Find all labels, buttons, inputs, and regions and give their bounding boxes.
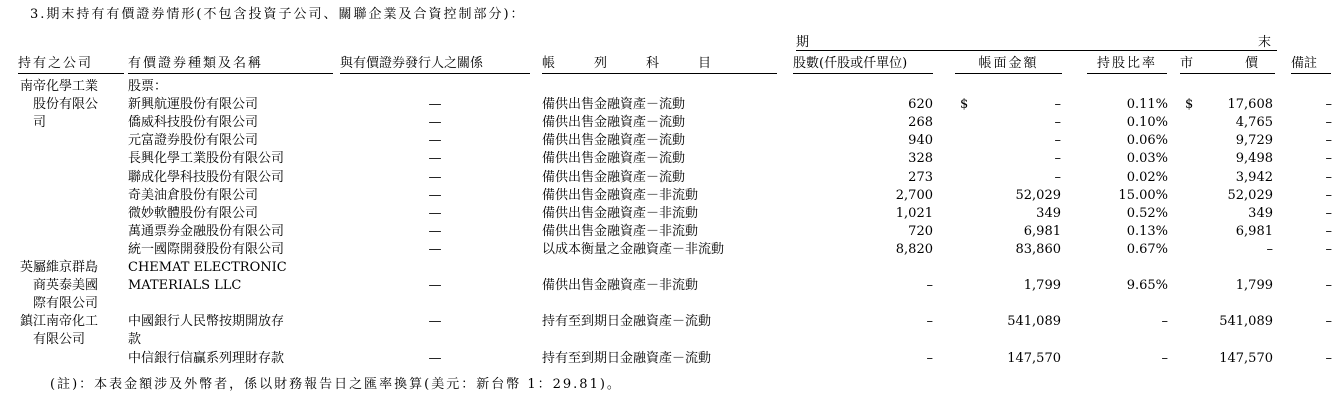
cell-ratio: 15.00% [1118,187,1168,203]
cell-market-value: 6,981 [1235,223,1273,239]
cell-security: 長興化學工業股份有限公司 [128,151,285,167]
cell-note: – [1325,205,1332,221]
cell-relation: — [428,169,442,185]
cell-account: 備供出售金融資產－流動 [542,133,686,149]
cell-account: 備供出售金融資產－流動 [542,169,686,185]
cell-holder: 鎮江南帝化工 [20,314,99,330]
header-period-end: 末 [1258,35,1272,50]
cell-account: 以成本衡量之金融資產－非流動 [542,241,725,257]
cell-security: CHEMAT ELECTRONIC [128,260,287,275]
cell-book-value: 541,089 [1007,314,1061,330]
cell-note: – [1325,169,1332,185]
cell-security: 元富證券股份有限公司 [128,133,259,149]
cell-security: 新興航運股份有限公司 [128,97,259,113]
cell-shares: 328 [908,151,933,167]
cell-market-value: 541,089 [1219,314,1273,330]
cell-market-value: 3,942 [1235,169,1273,185]
cell-note: – [1325,278,1332,294]
header-holder: 持有之公司 [18,55,124,74]
cell-market-value: 9,498 [1235,151,1273,167]
cell-holder: 南帝化學工業 [20,79,99,94]
cell-security: 僑威科技股份有限公司 [128,115,259,131]
cell-market-value: 147,570 [1219,350,1273,366]
cell-account: 持有至到期日金融資產－流動 [542,350,712,366]
cell-market-value: 4,765 [1235,115,1273,131]
cell-currency: $ [1185,97,1194,113]
cell-account: 備供出售金融資產－非流動 [542,223,699,239]
cell-ratio: 9.65% [1126,278,1168,294]
cell-security: 統一國際開發股份有限公司 [128,241,285,257]
header-relation: 與有價證券發行人之關係 [340,55,530,74]
cell-holder: 司 [20,115,47,131]
cell-market-value: 349 [1248,205,1273,221]
cell-holder: 股份有限公 [20,97,99,113]
cell-book-value: 349 [1036,205,1061,221]
cell-ratio: – [1161,350,1168,366]
cell-note: – [1325,133,1332,149]
cell-account: 備供出售金融資產－流動 [542,97,686,113]
cell-market-value: 1,799 [1235,278,1273,294]
cell-security: 微妙軟體股份有限公司 [128,205,259,221]
cell-security: 聯成化學科技股份有限公司 [128,169,285,185]
cell-ratio: 0.02% [1126,169,1168,185]
cell-note: – [1325,241,1332,257]
cell-market-value: 52,029 [1227,187,1273,203]
cell-book-value: – [1054,169,1061,185]
cell-ratio: – [1161,314,1168,330]
cell-shares: – [926,314,933,330]
cell-account: 備供出售金融資產－非流動 [542,205,699,221]
cell-book-value: 83,860 [1015,241,1061,257]
cell-relation: — [428,133,442,149]
cell-note: – [1325,115,1332,131]
cell-ratio: 0.06% [1126,133,1168,149]
cell-ratio: 0.67% [1126,241,1168,257]
cell-relation: — [428,350,442,366]
cell-note: – [1325,350,1332,366]
cell-security: 中國銀行人民幣按期開放存 [128,314,285,330]
cell-security: MATERIALS LLC [128,278,242,294]
cell-relation: — [428,223,442,239]
cell-shares: 273 [908,169,933,185]
header-security: 有價證券種類及名稱 [128,55,333,74]
cell-holder: 英屬維京群島 [20,260,99,275]
cell-market-value: – [1266,241,1273,257]
cell-security: 萬通票券金融股份有限公司 [128,223,285,239]
cell-shares: – [926,278,933,294]
header-market-value: 市 價 [1180,55,1275,74]
cell-note: – [1325,187,1332,203]
cell-security: 股票： [128,79,168,94]
cell-note: – [1325,97,1332,113]
footnote: (註)：本表金額涉及外幣者，係以財務報告日之匯率換算(美元：新台幣 1：29.81)。 [50,377,622,392]
cell-account: 備供出售金融資產－非流動 [542,187,699,203]
cell-account: 備供出售金融資產－非流動 [542,278,699,294]
cell-relation: — [428,97,442,113]
cell-security: 中信銀行信贏系列理財存款 [128,350,285,366]
cell-relation: — [428,205,442,221]
cell-account: 備供出售金融資產－流動 [542,115,686,131]
cell-book-value: – [1054,115,1061,131]
cell-holder: 商英泰美國 [20,278,99,294]
cell-shares: 720 [908,223,933,239]
cell-shares: 268 [908,115,933,131]
cell-relation: — [428,241,442,257]
cell-shares: 620 [908,97,933,113]
cell-market-value: 9,729 [1235,133,1273,149]
cell-shares: 940 [908,133,933,149]
cell-shares: 1,021 [895,205,933,221]
cell-relation: — [428,115,442,131]
cell-account: 持有至到期日金融資產－流動 [542,314,712,330]
header-shares: 股數(仟股或仟單位) [793,55,933,74]
cell-book-value: 1,799 [1023,278,1061,294]
cell-holder: 際有限公司 [20,296,99,312]
cell-security: 奇美油倉股份有限公司 [128,187,259,203]
cell-holder: 有限公司 [20,332,86,348]
cell-shares: – [926,350,933,366]
header-period: 期 [796,35,810,50]
cell-ratio: 0.11% [1126,97,1168,113]
cell-note: – [1325,223,1332,239]
cell-relation: — [428,151,442,167]
cell-relation: — [428,187,442,203]
cell-book-value: – [1054,133,1061,149]
cell-note: – [1325,151,1332,167]
header-ratio: 持股比率 [1087,55,1167,74]
cell-book-value: 6,981 [1023,223,1061,239]
cell-currency: $ [960,97,969,113]
cell-market-value: 17,608 [1227,97,1273,113]
cell-book-value: 52,029 [1015,187,1061,203]
cell-relation: — [428,314,442,330]
header-book-value: 帳面金額 [955,55,1062,74]
cell-relation: — [428,278,442,294]
cell-shares: 2,700 [895,187,933,203]
header-period-line [796,50,1277,51]
cell-book-value: 147,570 [1007,350,1061,366]
cell-note: – [1325,314,1332,330]
cell-ratio: 0.10% [1126,115,1168,131]
header-account: 帳 列 科 目 [542,55,777,74]
cell-book-value: – [1054,97,1061,113]
cell-security: 款 [128,332,142,348]
cell-ratio: 0.13% [1126,223,1168,239]
section-title: 3.期末持有有價證券情形(不包含投資子公司、關聯企業及合資控制部分)： [30,7,526,22]
cell-ratio: 0.52% [1126,205,1168,221]
cell-account: 備供出售金融資產－流動 [542,151,686,167]
header-note: 備註 [1291,55,1331,74]
cell-ratio: 0.03% [1126,151,1168,167]
cell-shares: 8,820 [895,241,933,257]
cell-book-value: – [1054,151,1061,167]
